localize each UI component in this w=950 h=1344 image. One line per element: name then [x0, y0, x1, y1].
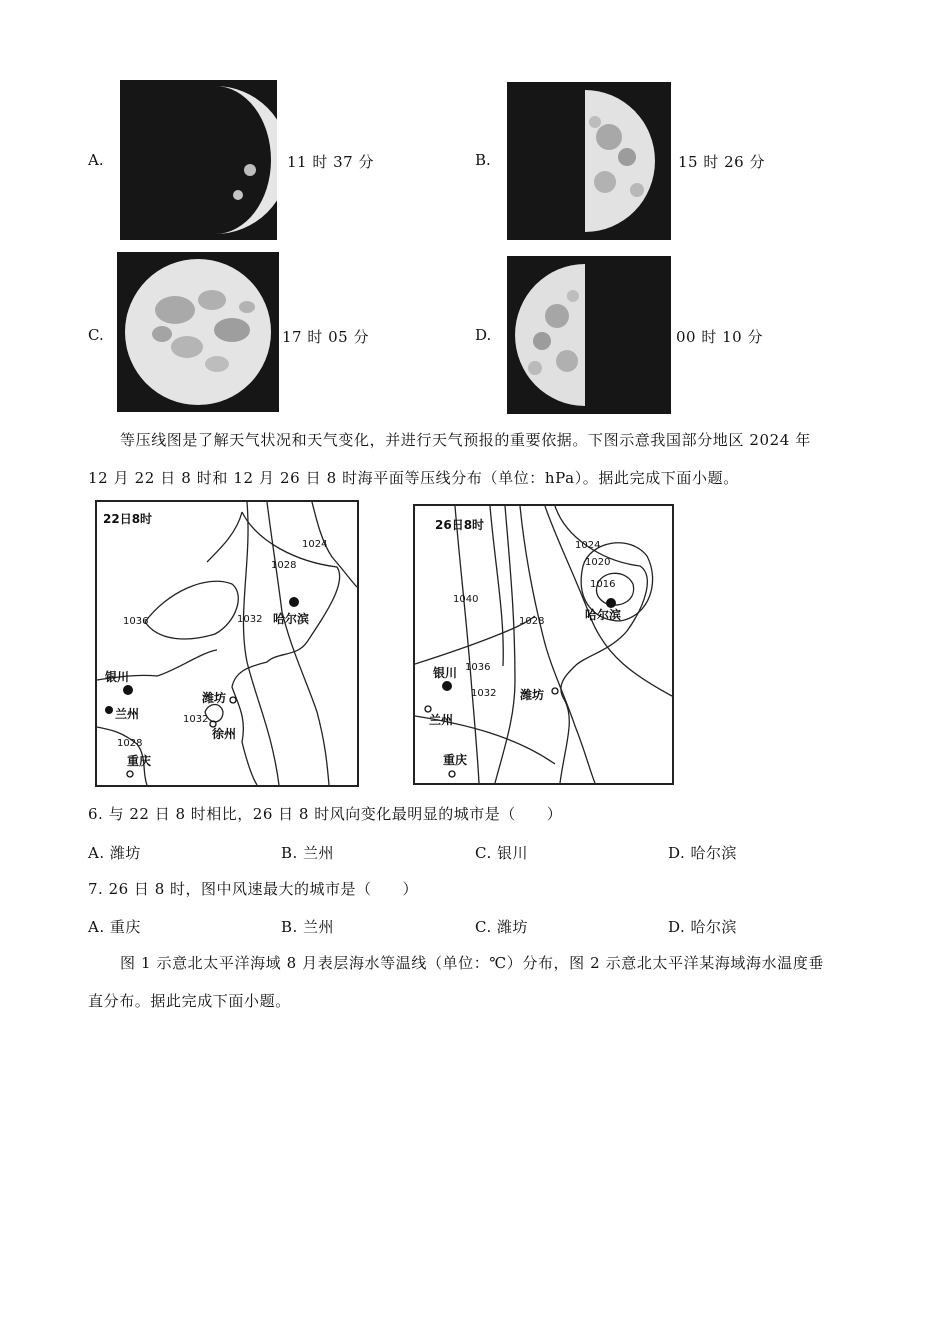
question-7-stem: 7. 26 日 8 时，图中风速最大的城市是（ ） [88, 880, 419, 898]
question-6-choice-c: C. 银川 [475, 844, 528, 862]
question-6-stem: 6. 与 22 日 8 时相比，26 日 8 时风向变化最明显的城市是（ ） [88, 805, 563, 823]
map1-isobar-label: 1028 [271, 560, 297, 571]
map2-isobar-label: 1040 [453, 594, 479, 605]
map2-city-label: 重庆 [443, 753, 468, 767]
map1-city-label: 潍坊 [202, 691, 227, 705]
map1-city-label: 徐州 [212, 727, 237, 741]
map1-title: 22日8时 [103, 512, 153, 526]
option-d-letter: D. [475, 326, 492, 344]
option-c-letter: C. [88, 326, 104, 344]
option-b-letter: B. [475, 151, 491, 169]
option-b-time: 15 时 26 分 [678, 153, 765, 171]
map2-title: 26日8时 [435, 518, 485, 532]
map1-isobar-label: 1024 [302, 539, 328, 550]
question-6-choice-b: B. 兰州 [281, 844, 335, 862]
isobar-intro-line2: 12 月 22 日 8 时和 12 月 26 日 8 时海平面等压线分布（单位：hPa）。据此完成下面小题。 [88, 469, 739, 487]
isobar-map-26 [413, 504, 674, 785]
map2-isobar-label: 1032 [471, 688, 497, 699]
map2-isobar-label: 1024 [575, 540, 601, 551]
map1-isobar-label: 1036 [123, 616, 149, 627]
isobar-map-22 [95, 500, 359, 787]
option-a-time: 11 时 37 分 [287, 153, 374, 171]
last-quarter-moon-icon [507, 256, 671, 414]
question-7-choice-d: D. 哈尔滨 [668, 918, 738, 936]
map1-isobar-label: 1032 [183, 714, 209, 725]
question-7-choice-c: C. 潍坊 [475, 918, 528, 936]
map2-isobar-label: 1016 [590, 579, 616, 590]
isobar-intro-line1: 等压线图是了解天气状况和天气变化，并进行天气预报的重要依据。下图示意我国部分地区 2024 年 [120, 431, 811, 449]
full-moon-icon [117, 252, 279, 412]
map1-isobar-label: 1028 [117, 738, 143, 749]
question-7-choice-a: A. 重庆 [88, 918, 141, 936]
option-c-time: 17 时 05 分 [282, 328, 369, 346]
ocean-intro-line1: 图 1 示意北太平洋海域 8 月表层海水等温线（单位：℃）分布，图 2 示意北太平洋某海域海水温度垂 [120, 954, 825, 972]
question-6-choice-a: A. 潍坊 [88, 844, 141, 862]
map1-isobar-label: 1032 [237, 614, 263, 625]
question-7-choice-b: B. 兰州 [281, 918, 335, 936]
map2-isobar-label: 1036 [465, 662, 491, 673]
map1-city-label: 兰州 [115, 707, 140, 721]
ocean-intro-line2: 直分布。据此完成下面小题。 [88, 992, 291, 1010]
question-6-choice-d: D. 哈尔滨 [668, 844, 738, 862]
option-d-time: 00 时 10 分 [676, 328, 763, 346]
waning-crescent-moon-icon [120, 80, 277, 240]
map2-city-label: 兰州 [429, 713, 454, 727]
map2-isobar-label: 1028 [519, 616, 545, 627]
map2-city-label: 潍坊 [520, 688, 545, 702]
map1-city-label: 哈尔滨 [273, 612, 310, 626]
map1-city-label: 重庆 [127, 754, 152, 768]
map2-city-label: 哈尔滨 [585, 608, 622, 622]
map2-isobar-label: 1020 [585, 557, 611, 568]
map2-city-label: 银川 [433, 666, 458, 680]
map1-city-label: 银川 [105, 670, 130, 684]
option-a-letter: A. [88, 151, 104, 169]
first-quarter-moon-icon [507, 82, 671, 240]
